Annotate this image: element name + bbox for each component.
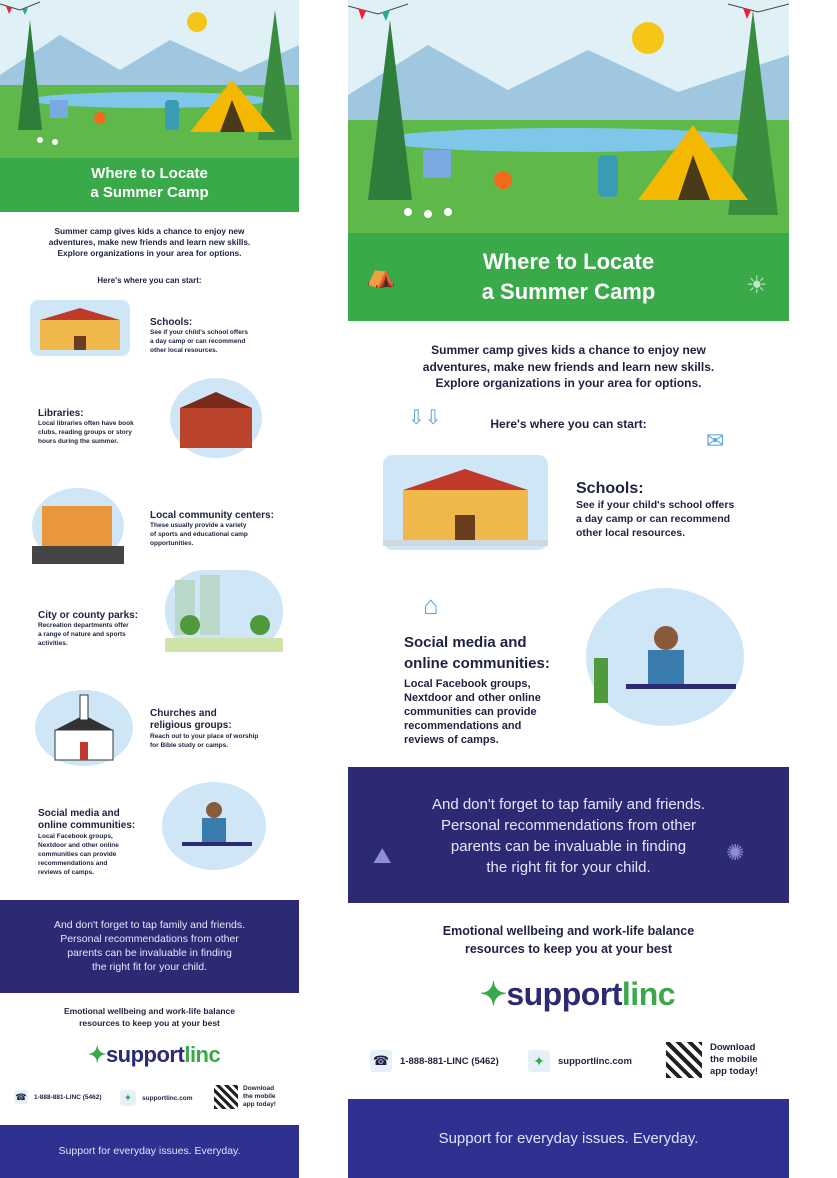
website-link: supportlinc.com bbox=[558, 1055, 632, 1067]
intro-line: Summer camp gives kids a chance to enjoy new bbox=[54, 226, 245, 236]
location-line: These usually provide a variety bbox=[150, 522, 247, 529]
phone-icon: ☎ bbox=[14, 1090, 28, 1104]
intro-line: Explore organizations in your area for options. bbox=[435, 376, 702, 390]
location-line: of sports and educational camp bbox=[150, 531, 248, 538]
camping-sign-icon: ⛺ bbox=[366, 262, 396, 289]
location-line: recommendations and bbox=[404, 720, 522, 732]
location-line: Local Facebook groups, bbox=[38, 833, 113, 840]
website-link: supportlinc.com bbox=[142, 1094, 193, 1102]
location-line: other local resources. bbox=[150, 347, 218, 354]
sparkle-icon: ✦ bbox=[88, 1042, 106, 1067]
location-heading: Social media and bbox=[404, 634, 527, 651]
school-illustration bbox=[383, 455, 548, 550]
location-line: activities. bbox=[38, 640, 68, 647]
location-line: reviews of camps. bbox=[404, 734, 499, 746]
church-illustration bbox=[35, 690, 133, 766]
brand-part-2: linc bbox=[621, 976, 676, 1012]
location-line: Recreation departments offer bbox=[38, 622, 129, 629]
flippers-icon: ⇩⇩ bbox=[408, 407, 442, 429]
location-line: clubs, reading groups or story bbox=[38, 429, 132, 436]
intro-text bbox=[10, 226, 289, 259]
location-heading: Libraries: bbox=[38, 408, 84, 419]
title-banner bbox=[0, 158, 299, 212]
postcard-icon: ✉ bbox=[706, 428, 725, 453]
cabin-icon: ⌂ bbox=[423, 590, 439, 620]
title-line-2: a Summer Camp bbox=[90, 184, 209, 201]
phone-number: 1-888-881-LINC (5462) bbox=[400, 1055, 499, 1067]
intro-line: Summer camp gives kids a chance to enjoy new bbox=[431, 343, 706, 357]
title-line-2: a Summer Camp bbox=[481, 279, 656, 304]
location-heading: online communities: bbox=[38, 820, 136, 831]
park-illustration bbox=[165, 570, 283, 652]
location-line: Nextdoor and other online bbox=[404, 692, 541, 704]
app-line: app today! bbox=[710, 1066, 759, 1077]
social-media-illustration bbox=[162, 782, 266, 870]
wellbeing-line: Emotional wellbeing and work-life balance bbox=[64, 1006, 235, 1016]
family-line: the right fit for your child. bbox=[486, 859, 651, 876]
location-line: a day camp or can recommend bbox=[576, 513, 731, 525]
location-line: opportunities. bbox=[150, 540, 194, 547]
location-heading: City or county parks: bbox=[38, 610, 139, 621]
location-schools bbox=[150, 317, 290, 355]
wellbeing-line: Emotional wellbeing and work-life balance bbox=[442, 924, 695, 938]
wellbeing-text bbox=[0, 1005, 299, 1029]
wellbeing-line: resources to keep you at your best bbox=[79, 1018, 220, 1028]
website-icon: ✦ bbox=[120, 1090, 136, 1106]
start-heading: Here's where you can start: bbox=[97, 276, 202, 285]
start-heading: Here's where you can start: bbox=[490, 417, 647, 431]
location-social-media bbox=[38, 808, 163, 877]
family-line: Personal recommendations from other bbox=[60, 933, 239, 945]
location-churches bbox=[150, 708, 295, 750]
app-line: the mobile bbox=[710, 1054, 758, 1065]
family-line: And don't forget to tap family and friends. bbox=[53, 919, 246, 931]
family-line: Personal recommendations from other bbox=[440, 817, 697, 834]
left-flyer bbox=[0, 0, 299, 1178]
intro-line: adventures, make new friends and learn new skills. bbox=[48, 237, 251, 247]
location-heading: Schools: bbox=[576, 480, 644, 497]
supportlinc-logo bbox=[88, 1042, 220, 1068]
sunset-icon: ☀ bbox=[746, 272, 768, 299]
location-social-media bbox=[404, 632, 579, 747]
website-icon: ✦ bbox=[528, 1050, 550, 1072]
footer-banner bbox=[348, 1099, 789, 1178]
location-community-centers bbox=[150, 510, 295, 548]
sparkle-icon: ✦ bbox=[480, 976, 507, 1012]
family-line: parents can be invaluable in finding bbox=[67, 947, 232, 959]
qr-code-icon bbox=[666, 1042, 702, 1078]
app-line: the mobile bbox=[243, 1093, 276, 1100]
camp-scene-illustration bbox=[0, 0, 299, 158]
location-line: reviews of camps. bbox=[38, 869, 94, 876]
location-libraries bbox=[38, 408, 168, 446]
right-flyer bbox=[348, 0, 789, 1178]
footer-text: Support for everyday issues. Everyday. bbox=[438, 1130, 699, 1147]
phone-contact[interactable] bbox=[370, 1050, 499, 1072]
location-line: Local libraries often have book bbox=[38, 420, 134, 427]
family-line: parents can be invaluable in finding bbox=[450, 838, 687, 855]
brand-part-1: support bbox=[506, 976, 622, 1012]
intro-text bbox=[358, 342, 779, 392]
location-line: communities can provide bbox=[38, 851, 117, 858]
location-schools bbox=[576, 480, 781, 540]
location-heading: Social media and bbox=[38, 808, 120, 819]
brand-part-2: linc bbox=[184, 1042, 221, 1067]
location-line: other local resources. bbox=[576, 527, 686, 539]
location-line: a day camp or can recommend bbox=[150, 338, 246, 345]
location-parks bbox=[38, 610, 168, 648]
app-line: Download bbox=[243, 1085, 275, 1092]
camp-scene-illustration bbox=[348, 0, 789, 233]
phone-icon: ☎ bbox=[370, 1050, 392, 1072]
family-line: the right fit for your child. bbox=[92, 961, 207, 973]
intro-line: Explore organizations in your area for options. bbox=[57, 248, 242, 258]
location-heading: religious groups: bbox=[150, 720, 232, 731]
footer-banner bbox=[0, 1125, 299, 1178]
phone-contact[interactable] bbox=[14, 1090, 102, 1104]
community-center-illustration bbox=[32, 488, 124, 564]
location-line: communities can provide bbox=[404, 706, 537, 718]
location-line: See if your child's school offers bbox=[576, 499, 735, 511]
school-illustration bbox=[30, 300, 130, 356]
title-line-1: Where to Locate bbox=[91, 165, 208, 182]
location-line: a range of nature and sports bbox=[38, 631, 126, 638]
app-download[interactable] bbox=[666, 1042, 758, 1078]
campfire-icon: ✺ bbox=[726, 840, 745, 865]
wellbeing-line: resources to keep you at your best bbox=[464, 942, 672, 956]
app-line: app today! bbox=[243, 1101, 276, 1108]
location-line: Reach out to your place of worship bbox=[150, 733, 259, 740]
family-line: And don't forget to tap family and friends. bbox=[431, 796, 706, 813]
location-line: See if your child's school offers bbox=[150, 329, 248, 336]
location-line: recommendations and bbox=[38, 860, 108, 867]
hiker-icon: ⛰ bbox=[373, 843, 392, 868]
title-line-1: Where to Locate bbox=[482, 249, 655, 274]
qr-code-icon bbox=[214, 1085, 238, 1109]
intro-line: adventures, make new friends and learn new skills. bbox=[422, 359, 715, 374]
location-line: Nextdoor and other online bbox=[38, 842, 119, 849]
supportlinc-logo bbox=[480, 975, 675, 1013]
location-heading: Churches and bbox=[150, 708, 217, 719]
location-line: for Bible study or camps. bbox=[150, 742, 229, 749]
app-download[interactable] bbox=[214, 1085, 276, 1109]
title-banner bbox=[348, 233, 789, 321]
app-line: Download bbox=[710, 1042, 756, 1053]
brand-part-1: support bbox=[105, 1042, 185, 1067]
library-illustration bbox=[170, 378, 262, 458]
website-contact[interactable] bbox=[120, 1090, 193, 1106]
social-media-illustration bbox=[586, 588, 744, 726]
family-banner bbox=[348, 767, 789, 903]
wellbeing-text bbox=[348, 922, 789, 958]
location-line: Local Facebook groups, bbox=[404, 678, 531, 690]
footer-text: Support for everyday issues. Everyday. bbox=[58, 1145, 241, 1157]
location-heading: Local community centers: bbox=[150, 510, 274, 521]
phone-number: 1-888-881-LINC (5462) bbox=[34, 1093, 102, 1101]
location-heading: online communities: bbox=[404, 655, 550, 672]
location-heading: Schools: bbox=[150, 317, 193, 328]
family-banner bbox=[0, 900, 299, 993]
website-contact[interactable] bbox=[528, 1050, 632, 1072]
location-line: hours during the summer. bbox=[38, 438, 119, 445]
